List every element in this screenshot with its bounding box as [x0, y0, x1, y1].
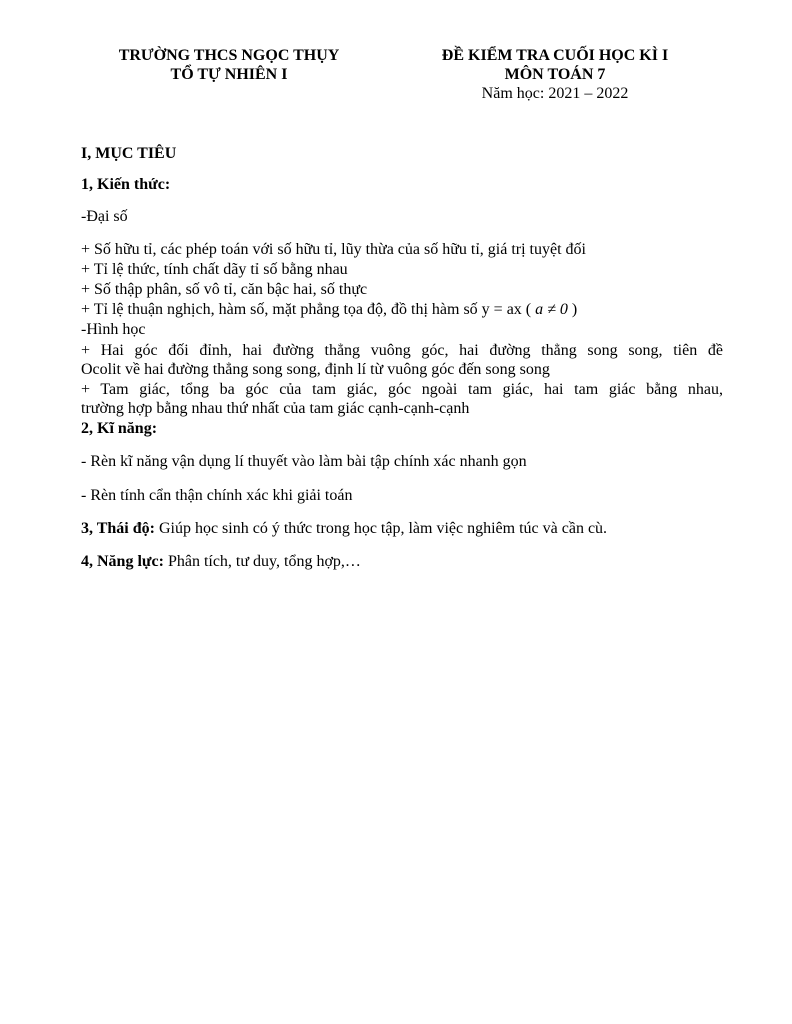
- document-header: [0, 46, 792, 112]
- exam-info: [410, 46, 700, 104]
- algebra-item-close: ): [571, 301, 578, 319]
- algebra-item: + Tỉ lệ thức, tính chất dãy tỉ số bằng nhau: [81, 260, 348, 278]
- knowledge-heading: 1, Kiến thức:: [81, 176, 171, 194]
- school-year: Năm học: 2021 – 2022: [481, 85, 629, 103]
- attitude-paragraph: [81, 519, 723, 538]
- geometry-label: -Hình học: [81, 321, 146, 339]
- competence-paragraph: [81, 552, 723, 571]
- document-body: [81, 144, 723, 571]
- algebra-item: + Số thập phân, số vô tỉ, căn bậc hai, số thực: [81, 280, 368, 298]
- geometry-item-line: trường hợp bằng nhau thứ nhất của tam giác cạnh-cạnh-cạnh: [81, 400, 470, 418]
- geometry-item-line: + Tam giác, tổng ba góc của tam giác, góc ngoài tam giác, hai tam giác bằng nhau,: [81, 380, 723, 398]
- skills-heading: 2, Kĩ năng:: [81, 420, 158, 438]
- competence-text: Phân tích, tư duy, tổng hợp,…: [163, 553, 361, 570]
- algebra-item: + Số hữu tỉ, các phép toán với số hữu tỉ, lũy thừa của số hữu tỉ, giá trị tuyệt đối: [81, 240, 586, 258]
- algebra-label: -Đại số: [81, 208, 128, 226]
- competence-label: 4, Năng lực:: [81, 553, 164, 570]
- department-name: TỔ TỰ NHIÊN I: [170, 66, 288, 84]
- algebra-item-function: [81, 300, 723, 319]
- geometry-item-line: + Hai góc đối đỉnh, hai đường thẳng vuông góc, hai đường thẳng song song, tiên đề: [81, 341, 723, 359]
- subject-title: MÔN TOÁN 7: [504, 66, 606, 84]
- skills-item: - Rèn tính cẩn thận chính xác khi giải toán: [81, 486, 353, 504]
- math-condition: a ≠ 0: [535, 301, 568, 319]
- algebra-item-text: + Tỉ lệ thuận nghịch, hàm số, mặt phẳng tọa độ, đồ thị hàm số y = ax (: [81, 301, 532, 319]
- school-name: TRƯỜNG THCS NGỌC THỤY: [118, 47, 340, 64]
- section-title: I, MỤC TIÊU: [81, 145, 177, 162]
- attitude-text: Giúp học sinh có ý thức trong học tập, làm việc nghiêm túc và cần cù.: [154, 519, 608, 537]
- attitude-label: 3, Thái độ:: [81, 519, 155, 537]
- skills-item: - Rèn kĩ năng vận dụng lí thuyết vào làm bài tập chính xác nhanh gọn: [81, 453, 527, 471]
- exam-title: ĐỀ KIỂM TRA CUỐI HỌC KÌ I: [441, 47, 669, 64]
- school-info: [100, 46, 358, 84]
- geometry-item-line: Ocolit về hai đường thẳng song song, định lí từ vuông góc đến song song: [81, 360, 550, 378]
